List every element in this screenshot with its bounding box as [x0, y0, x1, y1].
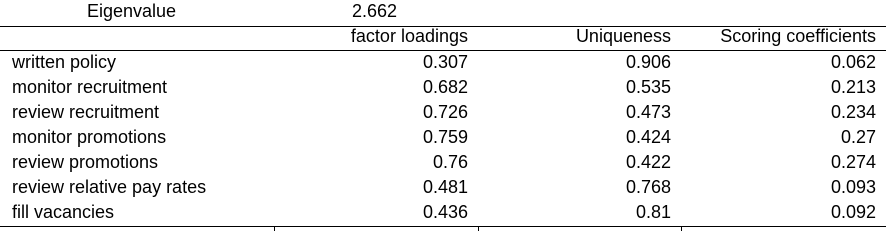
header-row	[0, 24, 886, 49]
table-bottom-rule	[0, 226, 886, 227]
scoring-value: 0.062	[830, 52, 876, 72]
table-row	[0, 75, 886, 100]
loading-value: 0.76	[432, 152, 468, 172]
uniqueness-value: 0.422	[625, 152, 671, 172]
uniqueness-value: 0.906	[625, 52, 671, 72]
row-label: review promotions	[12, 152, 159, 172]
loading-value: 0.436	[422, 202, 468, 222]
eigenvalue-value: 2.662	[352, 1, 398, 21]
row-label: monitor recruitment	[12, 77, 168, 97]
row-label: review relative pay rates	[12, 177, 207, 197]
header-factor-loadings: factor loadings	[350, 26, 468, 46]
scoring-value: 0.093	[830, 177, 876, 197]
uniqueness-value: 0.768	[625, 177, 671, 197]
table-row	[0, 125, 886, 150]
row-label: monitor promotions	[12, 127, 167, 147]
loading-value: 0.307	[422, 52, 468, 72]
loading-value: 0.726	[422, 102, 468, 122]
column-divider-tick	[478, 226, 479, 231]
loading-value: 0.481	[422, 177, 468, 197]
table-row	[0, 175, 886, 200]
eigenvalue-label: Eigenvalue	[87, 1, 177, 21]
header-uniqueness: Uniqueness	[575, 26, 671, 46]
table-row	[0, 200, 886, 225]
row-label: fill vacancies	[12, 202, 115, 222]
column-divider-tick	[681, 226, 682, 231]
uniqueness-value: 0.424	[625, 127, 671, 147]
uniqueness-value: 0.535	[625, 77, 671, 97]
scoring-value: 0.213	[830, 77, 876, 97]
scoring-value: 0.234	[830, 102, 876, 122]
table-row	[0, 50, 886, 75]
column-divider-tick	[274, 226, 275, 231]
row-label: review recruitment	[12, 102, 160, 122]
row-label: written policy	[12, 52, 117, 72]
eigenvalue-row	[0, 0, 886, 24]
loading-value: 0.759	[422, 127, 468, 147]
loading-value: 0.682	[422, 77, 468, 97]
uniqueness-value: 0.81	[635, 202, 671, 222]
scoring-value: 0.092	[830, 202, 876, 222]
table-row	[0, 150, 886, 175]
table-row	[0, 100, 886, 125]
header-scoring-coefficients: Scoring coefficients	[720, 26, 876, 46]
scoring-value: 0.27	[840, 127, 876, 147]
uniqueness-value: 0.473	[625, 102, 671, 122]
scoring-value: 0.274	[830, 152, 876, 172]
